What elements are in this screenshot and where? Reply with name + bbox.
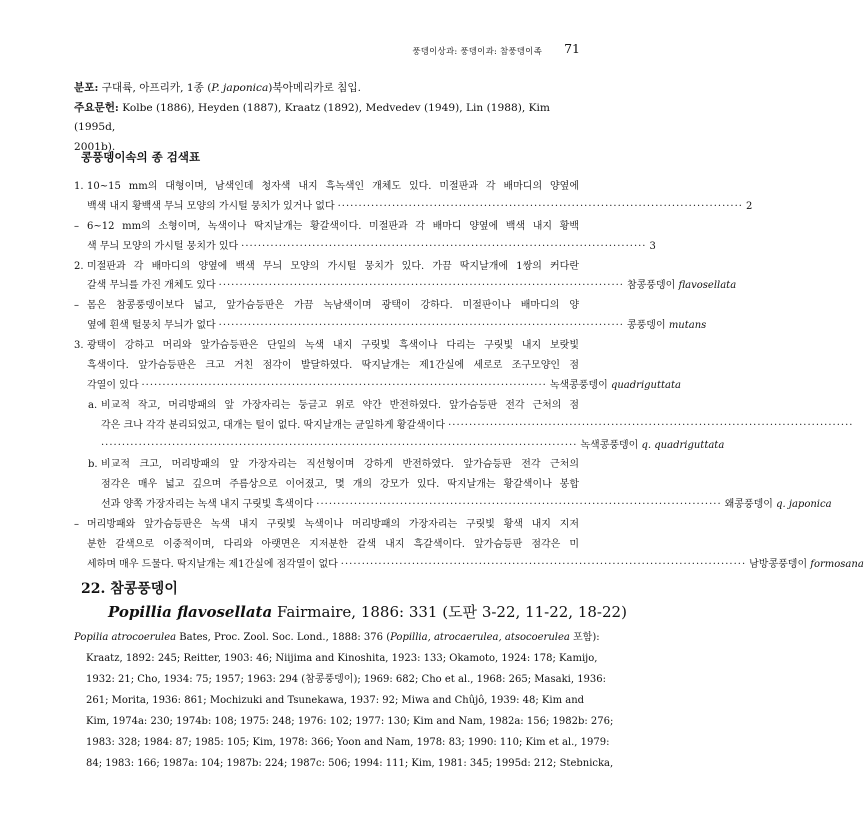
species-result: 녹색콩풍뎅이 quadriguttata xyxy=(549,379,681,391)
leader-dots: ································································································· xyxy=(218,320,624,332)
key-line: 갈색 무늬를 가진 개체도 있다 ································································································· 참콩풍뎅이 flavosellata xyxy=(74,276,579,296)
species-authority: Fairmaire, 1886: 331 (도판 3-22, 11-22, 18-22) xyxy=(272,603,627,621)
species-binomial: Popillia flavosellata xyxy=(108,603,273,621)
identification-key xyxy=(74,177,864,575)
subspecies-marker: b. xyxy=(88,459,98,471)
distribution-text-a: 구대륙, 아프리카, 1종 ( xyxy=(98,82,212,94)
synonymy-line: 1983: 328; 1984: 87; 1985: 105; Kim, 1978: 366; Yoon and Nam, 1978: 83; 1990: 110; Kim et al., 1979: xyxy=(86,737,610,748)
leader-dots: ································································································· xyxy=(340,558,747,570)
couplet-number: 3. xyxy=(74,340,84,352)
key-line: 세하며 매우 드물다. 딱지날개는 제1간실에 점각열이 없다 ································································································· 남방콩풍뎅이 formosana xyxy=(74,555,579,575)
couplet-number: 2. xyxy=(74,260,84,272)
references-line2: 2001b). xyxy=(74,140,116,153)
synonymy-line: 261; Morita, 1936: 861; Mochizuki and Tsunekawa, 1937: 92; Miwa and Chûjô, 1939: 48; Kim and xyxy=(86,695,585,706)
key-line: 옆에 흰색 털뭉치 무늬가 없다 ································································································· 콩풍뎅이 mutans xyxy=(74,316,579,336)
key-line: 1. 10~15 mm의 대형이며, 남색인데 청자색 내지 흑녹색인 개체도 있다. 미절판과 각 배마디의 양옆에 xyxy=(74,177,579,197)
synonymy-paragraph xyxy=(74,627,614,774)
key-lead: 2 xyxy=(745,200,753,212)
synonymy-line: 1932: 21; Cho, 1934: 75; 1957; 1963: 294 (참콩풍뎅이); 1969: 682; Cho et al., 1968: 265; Masaki, 1936: xyxy=(86,674,607,685)
key-line: 백색 내지 황백색 무늬 모양의 가시털 뭉치가 있거나 없다 ································································································· 2 xyxy=(74,197,579,217)
species-result: 남방콩풍뎅이 formosana xyxy=(749,558,864,570)
references-line1: Kolbe (1886), Heyden (1887), Kraatz (1892), Medvedev (1949), Lin (1988), Kim (1995d, xyxy=(74,101,550,133)
leader-dots: ································································································· xyxy=(218,280,624,292)
leader-dots: ································································································· xyxy=(316,499,722,511)
couplet-dash: – xyxy=(74,300,79,312)
species-result: 왜콩풍뎅이 q. japonica xyxy=(724,499,832,511)
synonymy-line: 84; 1983: 166; 1987a: 104; 1987b: 224; 1987c: 506; 1994: 111; Kim, 1981: 345; 1995d: 212; Stebnicka, xyxy=(86,758,614,769)
distribution-species: P. japonica xyxy=(211,82,269,94)
running-title: 풍뎅이상과: 풍뎅이과: 참풍뎅이족 xyxy=(412,47,542,57)
species-heading: 22. 참콩풍뎅이 xyxy=(81,581,178,597)
key-line: – 6~12 mm의 소형이며, 녹색이나 딱지날개는 황갈색이다. 미절판과 각 배마디 양옆에 백색 내지 황백 xyxy=(74,217,579,237)
key-line: 각열이 있다 ································································································· 녹색콩풍뎅이 quadriguttata xyxy=(74,376,579,396)
key-lead: 3 xyxy=(649,240,656,252)
leader-dots: ································································································· xyxy=(141,379,547,391)
distribution-paragraph xyxy=(74,79,579,99)
couplet-dash: – xyxy=(74,519,79,531)
key-line: 3. 광택이 강하고 머리와 앞가슴등판은 단일의 녹색 내지 구릿빛 흑색이나 다리는 구릿빛 내지 보랏빛 xyxy=(74,336,579,356)
synonymy-line: Popilia atrocoerulea Bates, Proc. Zool. Soc. Lond., 1888: 376 (Popillia, atrocaerulea, atsocoerulea 포함): xyxy=(74,632,600,643)
couplet-dash: – xyxy=(74,220,79,232)
genus-info xyxy=(74,79,579,157)
key-line: 분한 갈색으로 이중적이며, 다리와 아랫면은 지저분한 갈색 내지 흑갈색이다. 앞가슴등판 점각은 미 xyxy=(87,539,579,551)
species-result: 콩풍뎅이 mutans xyxy=(626,320,707,332)
key-line: 각은 크나 각각 분리되었고, 대개는 털이 없다. 딱지날개는 균일하게 황갈색이다 ································································································· xyxy=(74,416,579,436)
key-line: – 머리방패와 앞가슴등판은 녹색 내지 구릿빛 녹색이나 머리방패의 가장자리는 구릿빛 황색 내지 지저 xyxy=(74,515,579,535)
synonymy-line: Kraatz, 1892: 245; Reitter, 1903: 46; Niijima and Kinoshita, 1923: 133; Okamoto, 1924: 178; Kamijo, xyxy=(86,653,598,664)
leader-dots: ·················································································································· xyxy=(101,439,578,451)
key-line: 점각은 매우 넓고 깊으며 주름상으로 이어졌고, 몇 개의 강모가 있다. 딱지날개는 황갈색이나 봉합 xyxy=(101,479,579,491)
subspecies-marker: a. xyxy=(88,399,98,411)
page-header xyxy=(0,40,652,60)
key-line: 색 무늬 모양의 가시털 뭉치가 있다 ································································································· 3 xyxy=(74,237,579,257)
leader-dots: ································································································· xyxy=(337,200,743,212)
couplet-number: 1. xyxy=(74,181,84,192)
key-line: 선과 양쪽 가장자리는 녹색 내지 구릿빛 흑색이다 ································································································· 왜콩풍뎅이 q. japonica xyxy=(74,495,579,515)
leader-dots: ································································································· xyxy=(241,240,647,252)
key-line: 흑색이다. 앞가슴등판은 크고 거친 점각이 발달하였다. 딱지날개는 제1간실에 세로로 조구모양인 점 xyxy=(87,360,579,372)
key-line: b. 비교적 크고, 머리방패의 앞 가장자리는 직선형이며 강하게 반전하였다. 앞가슴등판 전각 근처의 xyxy=(74,455,579,475)
leader-dots: ································································································· xyxy=(448,419,854,431)
key-title: 콩풍뎅이속의 종 검색표 xyxy=(81,150,201,164)
distribution-label: 분포: xyxy=(74,82,99,94)
page-number: 71 xyxy=(564,41,580,56)
key-line: 2. 미절판과 각 배마디의 양옆에 백색 무늬 모양의 가시털 뭉치가 있다. 가끔 딱지날개에 1쌍의 커다란 xyxy=(74,257,579,277)
key-line: – 몸은 참콩풍뎅이보다 넓고, 앞가슴등판은 가끔 녹남색이며 광택이 강하다. 미절판이나 배마디의 양 xyxy=(74,296,579,316)
references-label: 주요문헌: xyxy=(74,101,119,114)
synonymy-line: Kim, 1974a: 230; 1974b: 108; 1975: 248; 1976: 102; 1977: 130; Kim and Nam, 1982a: 156; 1982b: 276; xyxy=(86,716,614,727)
species-scientific-name xyxy=(108,601,627,622)
key-line xyxy=(74,436,725,456)
species-result: 녹색콩풍뎅이 q. quadriguttata xyxy=(580,439,725,451)
key-line: a. 비교적 작고, 머리방패의 앞 가장자리는 둥글고 위로 약간 반전하였다. 앞가슴등판 전각 근처의 점 xyxy=(74,396,579,416)
species-result: 참콩풍뎅이 flavosellata xyxy=(626,280,737,292)
distribution-text-b: )북아메리카로 침입. xyxy=(268,82,362,94)
